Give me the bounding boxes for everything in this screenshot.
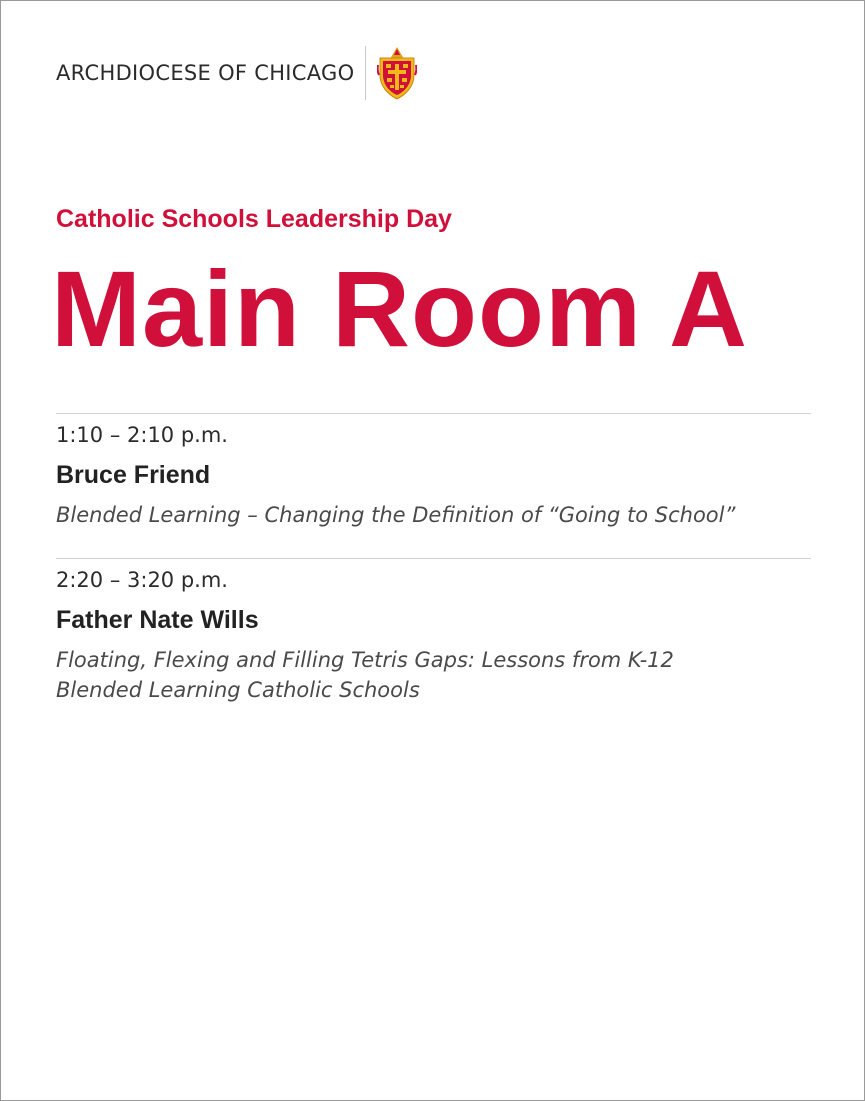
session-block: [56, 558, 811, 705]
session-topic: Blended Learning – Changing the Definition of “Going to School”: [56, 503, 736, 527]
session-time: 2:20 – 3:20 p.m.: [56, 568, 228, 592]
header: [56, 45, 417, 101]
session-topic: Floating, Flexing and Filling Tetris Gaps: Lessons from K-12 Blended Learning Catholic Schools: [56, 648, 674, 702]
session-speaker: Father Nate Wills: [56, 606, 259, 634]
archdiocese-crest-icon: [377, 45, 417, 101]
session-speaker: Bruce Friend: [56, 461, 211, 489]
room-title: Main Room A: [51, 248, 748, 369]
header-divider: [365, 46, 366, 100]
event-title: Catholic Schools Leadership Day: [56, 205, 452, 233]
org-name: ARCHDIOCESE OF CHICAGO: [56, 61, 355, 85]
session-block: [56, 413, 811, 530]
session-time: 1:10 – 2:10 p.m.: [56, 423, 228, 447]
